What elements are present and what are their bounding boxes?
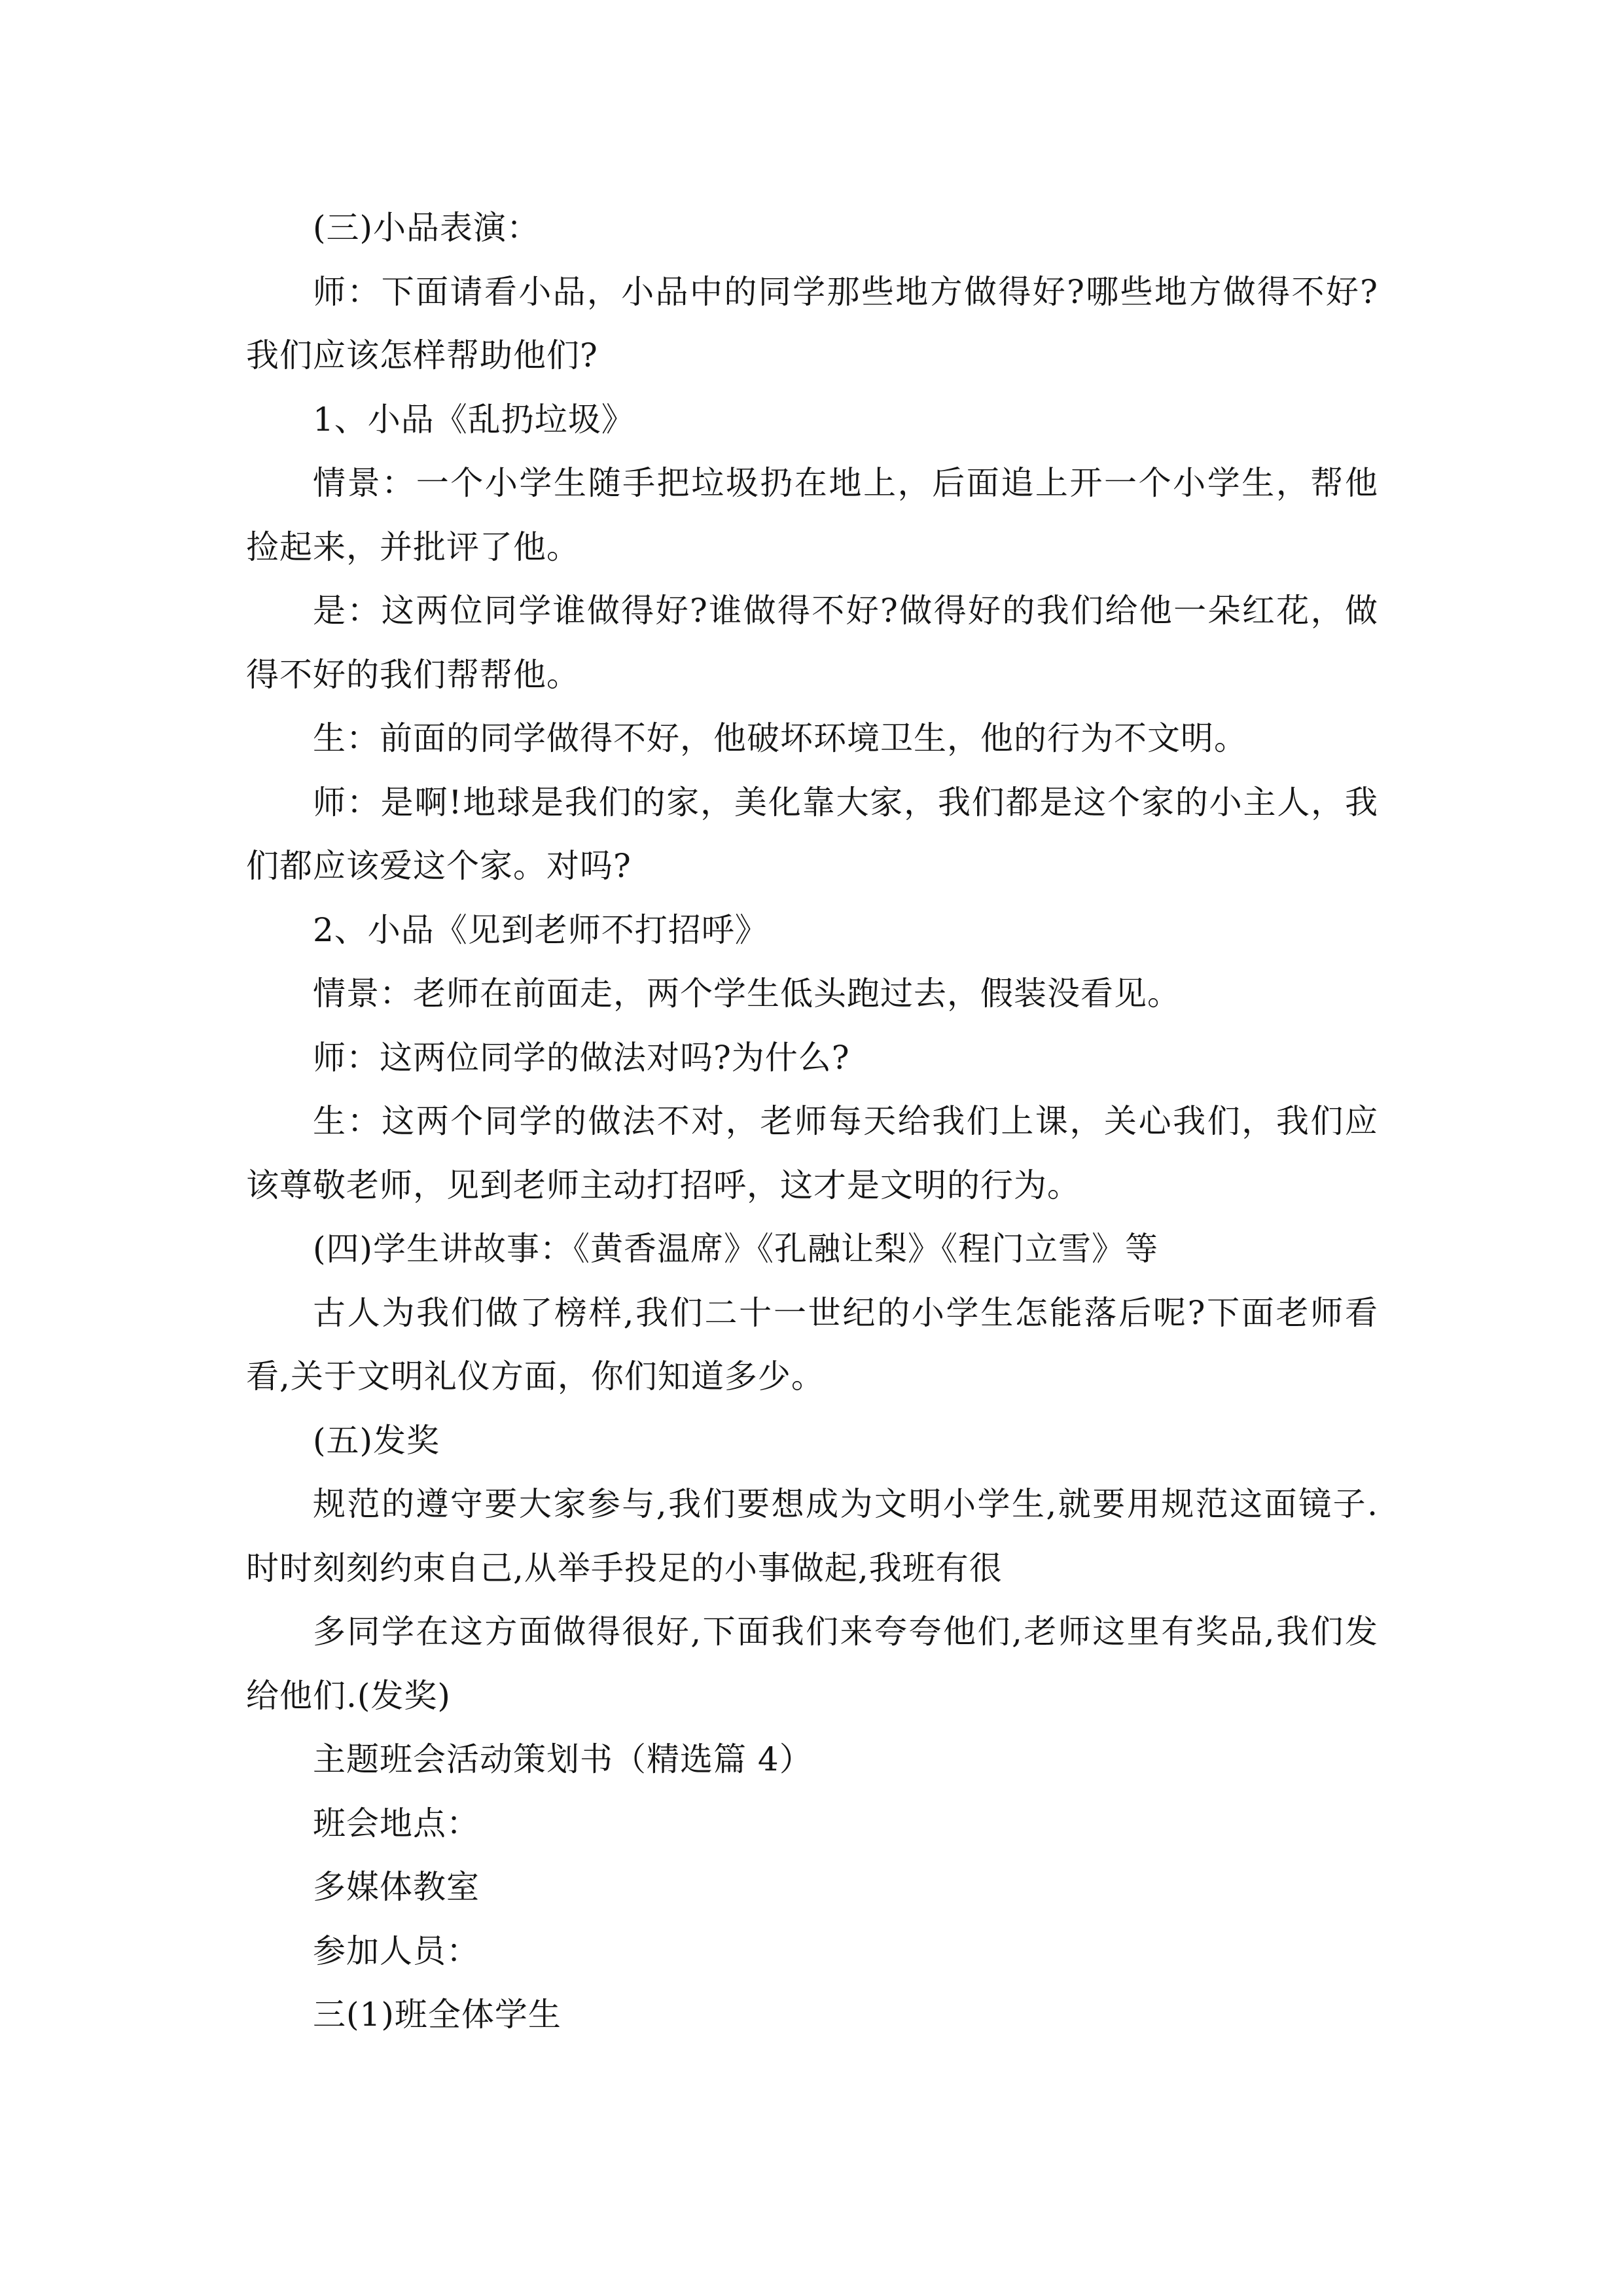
paragraph-student-answer-greeting: 生：这两个同学的做法不对，老师每天给我们上课，关心我们，我们应该尊敬老师，见到老师主动打招呼，这才是文明的行为。 bbox=[246, 1102, 1378, 1204]
value-participants: 三(1)班全体学生 bbox=[313, 1996, 562, 2034]
paragraph-praise-students: 多同学在这方面做得很好,下面我们来夸夸他们,老师这里有奖品,我们发给他们.(发奖) bbox=[246, 1613, 1378, 1715]
paragraph-rules-mirror: 规范的遵守要大家参与,我们要想成为文明小学生,就要用规范这面镜子.时时刻刻约束自己,从举手投足的小事做起,我班有很 bbox=[246, 1485, 1378, 1587]
document-body bbox=[246, 196, 1378, 2047]
paragraph-question-litter: 是：这两位同学谁做得好?谁做得不好?做得好的我们给他一朵红花，做得不好的我们帮帮他。 bbox=[246, 592, 1378, 694]
paragraph-ancients-example: 古人为我们做了榜样,我们二十一世纪的小学生怎能落后呢?下面老师看看,关于文明礼仪方面，你们知道多少。 bbox=[246, 1293, 1378, 1395]
section-title-plan-4: 主题班会活动策划书（精选篇 4） bbox=[313, 1740, 813, 1778]
value-meeting-location: 多媒体教室 bbox=[313, 1868, 480, 1906]
paragraph-scene-litter: 情景：一个小学生随手把垃圾扔在地上，后面追上开一个小学生，帮他捡起来，并批评了他。 bbox=[246, 464, 1378, 566]
skit-title-litter: 1、小品《乱扔垃圾》 bbox=[313, 400, 635, 439]
heading-awards: (五)发奖 bbox=[313, 1421, 440, 1460]
skit-title-greeting: 2、小品《见到老师不打招呼》 bbox=[313, 910, 768, 949]
heading-skit-performance: (三)小品表演： bbox=[313, 209, 541, 247]
heading-storytelling: (四)学生讲故事：《黄香温席》《孔融让梨》《程门立雪》等 bbox=[313, 1230, 1159, 1268]
paragraph-teacher-intro: 师：下面请看小品，小品中的同学那些地方做得好?哪些地方做得不好?我们应该怎样帮助他们? bbox=[246, 272, 1378, 374]
label-meeting-location: 班会地点： bbox=[313, 1804, 480, 1842]
paragraph-question-greeting: 师：这两位同学的做法对吗?为什么? bbox=[313, 1038, 850, 1077]
paragraph-student-answer-litter: 生：前面的同学做得不好，他破坏环境卫生，他的行为不文明。 bbox=[313, 719, 1247, 757]
paragraph-scene-greeting: 情景：老师在前面走，两个学生低头跑过去，假装没看见。 bbox=[313, 975, 1181, 1013]
label-participants: 参加人员： bbox=[313, 1931, 480, 1970]
paragraph-teacher-earth: 师：是啊!地球是我们的家，美化靠大家，我们都是这个家的小主人，我们都应该爱这个家。对吗? bbox=[246, 783, 1378, 885]
